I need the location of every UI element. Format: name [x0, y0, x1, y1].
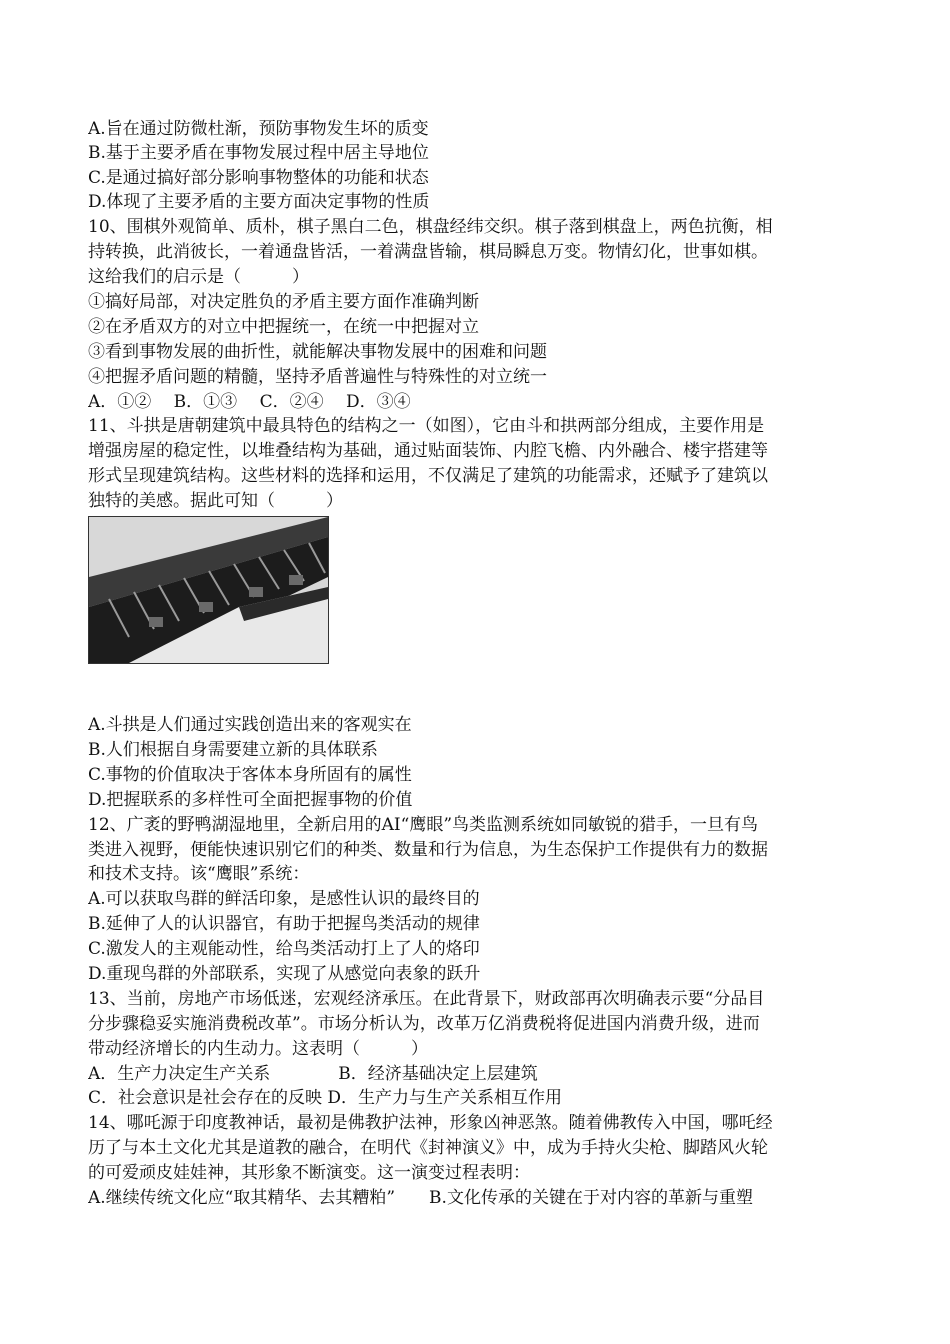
q11-option-a: A.斗拱是人们通过实践创造出来的客观实在	[88, 715, 412, 735]
q10-stem-line: 持转换，此消彼长，一着通盘皆活，一着满盘皆输，棋局瞬息万变。物情幻化，世事如棋。	[88, 242, 768, 262]
q13-stem-line: 13、当前，房地产市场低迷，宏观经济承压。在此背景下，财政部再次明确表示要“分品目	[88, 989, 765, 1009]
q11-option-c: C.事物的价值取决于客体本身所固有的属性	[88, 765, 412, 785]
q13-stem-line: 分步骤稳妥实施消费税改革”。市场分析认为，改革万亿消费税将促进国内消费升级，进而	[88, 1014, 760, 1034]
q10-stem-line: 10、围棋外观简单、质朴，棋子黑白二色，棋盘经纬交织。棋子落到棋盘上，两色抗衡，相	[88, 217, 773, 237]
q9-option-d: D.体现了主要矛盾的主要方面决定事物的性质	[88, 192, 430, 212]
q9-option-b: B.基于主要矛盾在事物发展过程中居主导地位	[88, 143, 429, 163]
q12-stem-line: 和技术支持。该“鹰眼”系统：	[88, 864, 310, 884]
q12-option-d: D.重现鸟群的外部联系，实现了从感觉向表象的跃升	[88, 964, 481, 984]
dougong-photo	[88, 516, 329, 664]
q14-stem-line: 的可爱顽皮娃娃神，其形象不断演变。这一演变过程表明：	[88, 1163, 530, 1183]
q11-stem-line: 11、斗拱是唐朝建筑中最具特色的结构之一（如图），它由斗和拱两部分组成，主要作用是	[88, 416, 765, 436]
q13-options-ab: A．生产力决定生产关系 B．经济基础决定上层建筑	[88, 1064, 538, 1084]
q11-option-d: D.把握联系的多样性可全面把握事物的价值	[88, 790, 413, 810]
q12-option-b: B.延伸了人的认识器官，有助于把握鸟类活动的规律	[88, 914, 480, 934]
q11-option-b: B.人们根据自身需要建立新的具体联系	[88, 740, 378, 760]
q10-item-3: ③看到事物发展的曲折性，就能解决事物发展中的困难和问题	[88, 342, 547, 362]
q12-option-a: A.可以获取鸟群的鲜活印象，是感性认识的最终目的	[88, 889, 480, 909]
q12-stem-line: 类进入视野，便能快速识别它们的种类、数量和行为信息，为生态保护工作提供有力的数据	[88, 840, 768, 860]
q14-options-ab: A.继续传统文化应“取其精华、去其糟粕” B.文化传承的关键在于对内容的革新与重塑	[88, 1188, 753, 1208]
q10-stem-line: 这给我们的启示是（ ）	[88, 267, 309, 287]
q9-option-a: A.旨在通过防微杜渐，预防事物发生坏的质变	[88, 119, 429, 139]
q9-option-c: C.是通过搞好部分影响事物整体的功能和状态	[88, 168, 429, 188]
q12-option-c: C.激发人的主观能动性，给鸟类活动打上了人的烙印	[88, 939, 480, 959]
q10-item-1: ①搞好局部，对决定胜负的矛盾主要方面作准确判断	[88, 292, 479, 312]
q14-stem-line: 14、哪吒源于印度教神话，最初是佛教护法神，形象凶神恶煞。随着佛教传入中国，哪吒经	[88, 1113, 773, 1133]
q11-stem-line: 增强房屋的稳定性，以堆叠结构为基础，通过贴面装饰、内腔飞檐、内外融合、楼宇搭建等	[88, 441, 768, 461]
q13-stem-line: 带动经济增长的内生动力。这表明（ ）	[88, 1039, 428, 1059]
q10-options: A．①② B．①③ C．②④ D．③④	[88, 392, 411, 412]
q14-stem-line: 历了与本土文化尤其是道教的融合，在明代《封神演义》中，成为手持火尖枪、脚踏风火轮	[88, 1138, 768, 1158]
q10-item-4: ④把握矛盾问题的精髓，坚持矛盾普遍性与特殊性的对立统一	[88, 367, 547, 387]
q13-options-cd: C．社会意识是社会存在的反映 D．生产力与生产关系相互作用	[88, 1088, 563, 1108]
q10-item-2: ②在矛盾双方的对立中把握统一，在统一中把握对立	[88, 317, 479, 337]
dougong-illustration	[89, 517, 328, 663]
q11-stem-line: 独特的美感。据此可知（ ）	[88, 491, 343, 511]
q12-stem-line: 12、广袤的野鸭湖湿地里，全新启用的AI“鹰眼”鸟类监测系统如同敏锐的猎手，一旦有鸟	[88, 815, 759, 835]
q11-stem-line: 形式呈现建筑结构。这些材料的选择和运用，不仅满足了建筑的功能需求，还赋予了建筑以	[88, 466, 768, 486]
